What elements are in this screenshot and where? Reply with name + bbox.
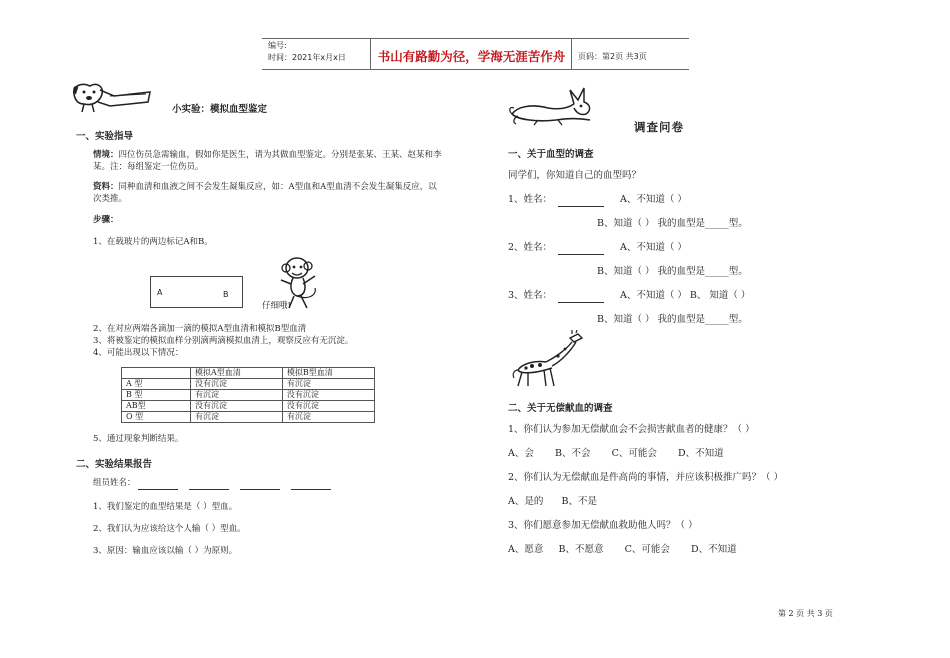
table-cell: 没有沉淀 bbox=[282, 401, 374, 412]
name-blank[interactable] bbox=[558, 243, 604, 255]
table-row bbox=[122, 401, 375, 412]
answer-options[interactable]: A、会 B、不会 C、可能会 D、不知道 bbox=[508, 448, 724, 459]
survey-entry bbox=[508, 289, 604, 303]
steps-label: 步骤： bbox=[93, 215, 119, 225]
step-text: 2、在对应两端各滴加一滴的模拟A型血清和模拟B型血清 bbox=[93, 324, 307, 334]
members-label: 组员姓名： bbox=[93, 478, 136, 488]
table-cell: A 型 bbox=[122, 379, 191, 390]
experiment-title: 小实验：模拟血型鉴定 bbox=[172, 104, 268, 115]
answer-options[interactable]: A、愿意 B、不愿意 C、可能会 D、不知道 bbox=[508, 544, 737, 555]
name-blank[interactable] bbox=[558, 195, 604, 207]
name-blank[interactable] bbox=[291, 478, 331, 490]
situation-label: 情境： bbox=[93, 150, 119, 160]
material-line: 同种血清和血液之间不会发生凝集反应，如：A型血和A型血清不会发生凝集反应，以 bbox=[118, 182, 437, 192]
blood-donation-question: 3、你们愿意参加无偿献血救助他人吗？（ ） bbox=[508, 520, 698, 531]
section-heading: 一、关于血型的调查 bbox=[508, 149, 594, 160]
table-header-row bbox=[122, 368, 375, 379]
step-text: 4、可能出现以下情况： bbox=[93, 348, 184, 358]
table-header-cell bbox=[122, 368, 191, 379]
table-cell: 有沉淀 bbox=[282, 379, 374, 390]
serum-reaction-table bbox=[121, 367, 375, 423]
entry-number: 1、 bbox=[508, 194, 524, 205]
option-b[interactable]: B、知道（ ） 我的血型是_____型。 bbox=[597, 266, 748, 277]
table-cell: 没有沉淀 bbox=[191, 401, 283, 412]
step-text: 3、将被鉴定的模拟血样分别滴两滴模拟血清上，观察反应有无沉淀。 bbox=[93, 336, 354, 346]
name-blank[interactable] bbox=[240, 478, 280, 490]
result-question: 3、原因：输血应该以输（ ）为原则。 bbox=[93, 546, 238, 556]
option-a[interactable]: A、不知道（ ） bbox=[620, 194, 687, 205]
situation-line: 某。注：每组鉴定一位伤员。 bbox=[93, 162, 204, 172]
glass-slide-diagram bbox=[150, 276, 243, 308]
table-cell: B 型 bbox=[122, 390, 191, 401]
answer-options[interactable]: A、是的 B、不是 bbox=[508, 496, 597, 507]
header-page-label: 页码：第2页 共3页 bbox=[578, 52, 647, 61]
section-heading: 一、实验指导 bbox=[76, 131, 134, 142]
table-cell: 有沉淀 bbox=[191, 412, 283, 423]
survey-title: 调查问卷 bbox=[634, 120, 684, 134]
entry-number: 3、 bbox=[508, 290, 524, 301]
option-a[interactable]: A、不知道（ ） B、 知道（ ） bbox=[620, 290, 751, 301]
header-bottom-rule bbox=[262, 69, 689, 70]
slide-mark-a: A bbox=[157, 288, 163, 297]
name-label: 姓名： bbox=[523, 194, 553, 205]
table-cell: AB型 bbox=[122, 401, 191, 412]
table-cell: 有沉淀 bbox=[191, 390, 283, 401]
name-blank[interactable] bbox=[138, 478, 178, 490]
header-divider bbox=[370, 38, 371, 69]
header-slogan: 书山有路勤为径，学海无涯苦作舟 bbox=[377, 49, 566, 64]
blood-donation-question: 2、你们认为无偿献血是件高尚的事情，并应该积极推广吗？（ ） bbox=[508, 472, 784, 483]
table-row bbox=[122, 390, 375, 401]
careful-note: 仔细哦! bbox=[262, 301, 291, 311]
header-top-rule bbox=[262, 38, 689, 39]
dog-illustration bbox=[70, 80, 152, 116]
blood-donation-question: 1、你们认为参加无偿献血会不会损害献血者的健康？（ ） bbox=[508, 424, 755, 435]
name-label: 姓名： bbox=[523, 242, 553, 253]
step-text: 5、通过现象判断结果。 bbox=[93, 434, 184, 444]
step-text: 1、在载玻片的两边标记A和B。 bbox=[93, 237, 213, 247]
name-blank[interactable] bbox=[558, 291, 604, 303]
material-line: 次类推。 bbox=[93, 194, 128, 204]
table-header-cell: 模拟A型血清 bbox=[191, 368, 283, 379]
footer-page-number: 第 2 页 共 3 页 bbox=[778, 609, 833, 618]
table-cell: 没有沉淀 bbox=[191, 379, 283, 390]
entry-number: 2、 bbox=[508, 242, 524, 253]
time-label: 时间：2021年x月x日 bbox=[268, 53, 346, 62]
serial-label: 编号: bbox=[268, 41, 287, 50]
result-question: 2、我们认为应该给这个人输（ ）型血。 bbox=[93, 524, 246, 534]
name-blank[interactable] bbox=[189, 478, 229, 490]
table-cell: O 型 bbox=[122, 412, 191, 423]
table-cell: 有沉淀 bbox=[282, 412, 374, 423]
section-heading: 二、实验结果报告 bbox=[76, 459, 153, 470]
option-b[interactable]: B、知道（ ） 我的血型是_____型。 bbox=[597, 218, 748, 229]
table-row bbox=[122, 379, 375, 390]
survey-intro: 同学们，你知道自己的血型吗？ bbox=[508, 170, 642, 181]
giraffe-illustration bbox=[510, 330, 586, 388]
header-divider bbox=[571, 38, 572, 69]
members-line bbox=[93, 477, 331, 490]
table-cell: 没有沉淀 bbox=[282, 390, 374, 401]
section-heading: 二、关于无偿献血的调查 bbox=[508, 403, 613, 414]
name-label: 姓名： bbox=[523, 290, 553, 301]
situation-line: 四位伤员急需输血，假如你是医生，请为其做血型鉴定。分别是张某、王某、赵某和李 bbox=[118, 150, 442, 160]
survey-entry bbox=[508, 193, 604, 207]
slide-mark-b: B bbox=[223, 290, 229, 299]
table-row bbox=[122, 412, 375, 423]
option-a[interactable]: A、不知道（ ） bbox=[620, 242, 687, 253]
material-paragraph bbox=[93, 181, 473, 194]
option-b[interactable]: B、知道（ ） 我的血型是_____型。 bbox=[597, 314, 748, 325]
table-header-cell: 模拟B型血清 bbox=[282, 368, 374, 379]
donkey-illustration bbox=[508, 84, 594, 126]
survey-entry bbox=[508, 241, 604, 255]
result-question: 1、我们鉴定的血型结果是（ ）型血。 bbox=[93, 502, 238, 512]
material-label: 资料： bbox=[93, 182, 119, 192]
